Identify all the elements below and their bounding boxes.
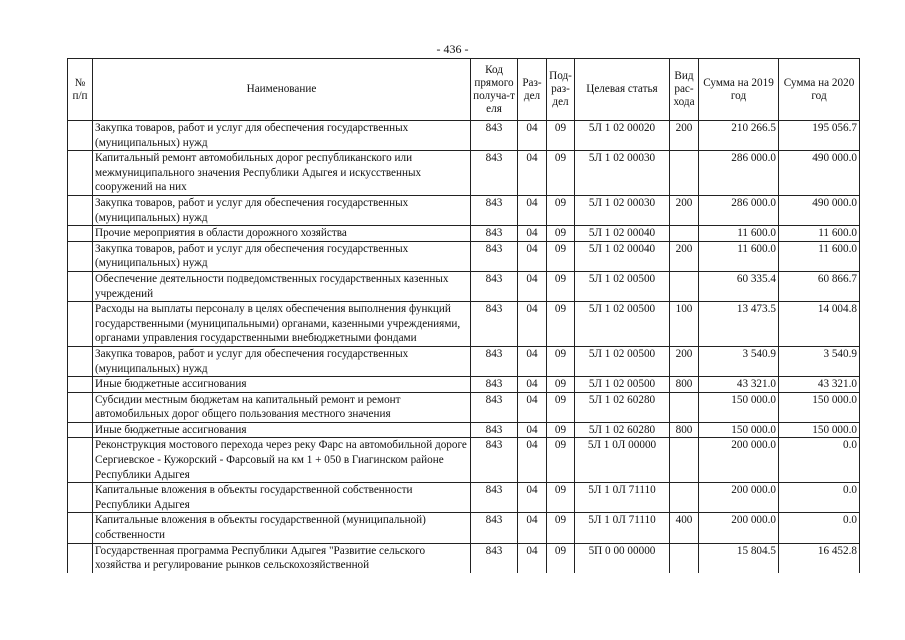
cell-no xyxy=(68,121,93,151)
cell-subsection: 09 xyxy=(547,271,575,301)
cell-no xyxy=(68,302,93,347)
cell-section: 04 xyxy=(518,422,547,438)
cell-sum-2019: 286 000.0 xyxy=(699,195,779,225)
table-row xyxy=(68,513,860,543)
cell-type xyxy=(670,543,699,573)
cell-subsection: 09 xyxy=(547,513,575,543)
cell-section: 04 xyxy=(518,346,547,376)
cell-sum-2019: 200 000.0 xyxy=(699,438,779,483)
cell-sum-2020: 0.0 xyxy=(779,438,860,483)
cell-no xyxy=(68,392,93,422)
cell-subsection: 09 xyxy=(547,422,575,438)
cell-type xyxy=(670,271,699,301)
cell-subsection: 09 xyxy=(547,483,575,513)
cell-sum-2020: 3 540.9 xyxy=(779,346,860,376)
cell-sum-2020: 11 600.0 xyxy=(779,241,860,271)
header-code: Код прямого получа-т еля xyxy=(471,59,518,121)
cell-sum-2019: 11 600.0 xyxy=(699,226,779,242)
cell-article: 5Л 1 02 00500 xyxy=(575,346,670,376)
cell-type: 200 xyxy=(670,195,699,225)
cell-article: 5Л 1 02 00020 xyxy=(575,121,670,151)
cell-section: 04 xyxy=(518,271,547,301)
cell-section: 04 xyxy=(518,151,547,196)
cell-subsection: 09 xyxy=(547,438,575,483)
cell-no xyxy=(68,422,93,438)
cell-section: 04 xyxy=(518,438,547,483)
cell-article: 5Л 1 02 00500 xyxy=(575,302,670,347)
cell-sum-2019: 15 804.5 xyxy=(699,543,779,573)
table-row xyxy=(68,346,860,376)
cell-article: 5Л 1 02 00040 xyxy=(575,226,670,242)
cell-sum-2020: 14 004.8 xyxy=(779,302,860,347)
table-row xyxy=(68,483,860,513)
cell-section: 04 xyxy=(518,543,547,573)
cell-code: 843 xyxy=(471,346,518,376)
table-row xyxy=(68,151,860,196)
cell-section: 04 xyxy=(518,121,547,151)
cell-article: 5Л 1 0Л 71110 xyxy=(575,513,670,543)
cell-name: Капитальные вложения в объекты государственной собственности Республики Адыгея xyxy=(93,483,471,513)
cell-name: Государственная программа Республики Адыгея "Развитие сельского хозяйства и регулирование рынков сельскохозяйственной xyxy=(93,543,471,573)
cell-subsection: 09 xyxy=(547,346,575,376)
header-no: № п/п xyxy=(68,59,93,121)
cell-article: 5Л 1 02 60280 xyxy=(575,392,670,422)
cell-code: 843 xyxy=(471,438,518,483)
cell-name: Капитальные вложения в объекты государственной (муниципальной) собственности xyxy=(93,513,471,543)
cell-name: Закупка товаров, работ и услуг для обеспечения государственных (муниципальных) нужд xyxy=(93,121,471,151)
table-row xyxy=(68,543,860,573)
cell-sum-2019: 3 540.9 xyxy=(699,346,779,376)
cell-sum-2019: 210 266.5 xyxy=(699,121,779,151)
header-subsection: Под-раз-дел xyxy=(547,59,575,121)
cell-no xyxy=(68,241,93,271)
table-row xyxy=(68,121,860,151)
cell-subsection: 09 xyxy=(547,151,575,196)
cell-subsection: 09 xyxy=(547,241,575,271)
cell-sum-2020: 490 000.0 xyxy=(779,151,860,196)
table-row xyxy=(68,377,860,393)
cell-code: 843 xyxy=(471,302,518,347)
header-sum-2020: Сумма на 2020 год xyxy=(779,59,860,121)
cell-no xyxy=(68,226,93,242)
cell-sum-2019: 286 000.0 xyxy=(699,151,779,196)
cell-type: 800 xyxy=(670,377,699,393)
cell-article: 5Л 1 02 00030 xyxy=(575,195,670,225)
cell-sum-2019: 13 473.5 xyxy=(699,302,779,347)
cell-no xyxy=(68,346,93,376)
cell-article: 5Л 1 02 00030 xyxy=(575,151,670,196)
cell-type: 200 xyxy=(670,241,699,271)
cell-sum-2020: 43 321.0 xyxy=(779,377,860,393)
cell-section: 04 xyxy=(518,513,547,543)
table-row xyxy=(68,422,860,438)
table-row xyxy=(68,271,860,301)
cell-sum-2020: 16 452.8 xyxy=(779,543,860,573)
header-article: Целевая статья xyxy=(575,59,670,121)
table-header-row xyxy=(68,59,860,121)
cell-sum-2019: 43 321.0 xyxy=(699,377,779,393)
cell-section: 04 xyxy=(518,302,547,347)
cell-sum-2020: 60 866.7 xyxy=(779,271,860,301)
table-row xyxy=(68,392,860,422)
cell-article: 5П 0 00 00000 xyxy=(575,543,670,573)
cell-no xyxy=(68,513,93,543)
cell-name: Закупка товаров, работ и услуг для обеспечения государственных (муниципальных) нужд xyxy=(93,195,471,225)
cell-sum-2020: 150 000.0 xyxy=(779,392,860,422)
cell-code: 843 xyxy=(471,483,518,513)
cell-subsection: 09 xyxy=(547,543,575,573)
cell-subsection: 09 xyxy=(547,302,575,347)
table-row xyxy=(68,438,860,483)
header-sum-2019: Сумма на 2019 год xyxy=(699,59,779,121)
cell-sum-2020: 11 600.0 xyxy=(779,226,860,242)
header-name: Наименование xyxy=(93,59,471,121)
cell-sum-2019: 150 000.0 xyxy=(699,422,779,438)
cell-name: Иные бюджетные ассигнования xyxy=(93,422,471,438)
header-type: Вид рас-хода xyxy=(670,59,699,121)
cell-article: 5Л 1 02 00500 xyxy=(575,271,670,301)
cell-sum-2020: 490 000.0 xyxy=(779,195,860,225)
cell-code: 843 xyxy=(471,377,518,393)
header-section: Раз-дел xyxy=(518,59,547,121)
cell-article: 5Л 1 02 00500 xyxy=(575,377,670,393)
cell-sum-2019: 11 600.0 xyxy=(699,241,779,271)
cell-type: 200 xyxy=(670,346,699,376)
cell-subsection: 09 xyxy=(547,377,575,393)
cell-no xyxy=(68,483,93,513)
cell-no xyxy=(68,543,93,573)
cell-article: 5Л 1 02 60280 xyxy=(575,422,670,438)
cell-sum-2019: 60 335.4 xyxy=(699,271,779,301)
cell-article: 5Л 1 0Л 00000 xyxy=(575,438,670,483)
cell-article: 5Л 1 0Л 71110 xyxy=(575,483,670,513)
cell-code: 843 xyxy=(471,226,518,242)
cell-section: 04 xyxy=(518,377,547,393)
cell-type: 200 xyxy=(670,121,699,151)
cell-sum-2020: 150 000.0 xyxy=(779,422,860,438)
cell-type xyxy=(670,151,699,196)
cell-name: Обеспечение деятельности подведомственных государственных казенных учреждений xyxy=(93,271,471,301)
cell-sum-2019: 200 000.0 xyxy=(699,483,779,513)
cell-subsection: 09 xyxy=(547,392,575,422)
cell-code: 843 xyxy=(471,422,518,438)
cell-subsection: 09 xyxy=(547,226,575,242)
cell-no xyxy=(68,271,93,301)
cell-code: 843 xyxy=(471,195,518,225)
page-number: - 436 - xyxy=(436,42,469,56)
cell-no xyxy=(68,377,93,393)
cell-type: 800 xyxy=(670,422,699,438)
cell-type: 400 xyxy=(670,513,699,543)
budget-table xyxy=(67,58,860,573)
cell-no xyxy=(68,438,93,483)
table-row xyxy=(68,195,860,225)
cell-name: Закупка товаров, работ и услуг для обеспечения государственных (муниципальных) нужд xyxy=(93,241,471,271)
cell-sum-2020: 0.0 xyxy=(779,513,860,543)
cell-type xyxy=(670,438,699,483)
cell-subsection: 09 xyxy=(547,195,575,225)
cell-code: 843 xyxy=(471,392,518,422)
cell-code: 843 xyxy=(471,151,518,196)
cell-section: 04 xyxy=(518,483,547,513)
cell-code: 843 xyxy=(471,543,518,573)
cell-code: 843 xyxy=(471,271,518,301)
cell-name: Прочие мероприятия в области дорожного хозяйства xyxy=(93,226,471,242)
cell-code: 843 xyxy=(471,513,518,543)
cell-no xyxy=(68,151,93,196)
cell-sum-2020: 195 056.7 xyxy=(779,121,860,151)
cell-section: 04 xyxy=(518,195,547,225)
cell-sum-2019: 150 000.0 xyxy=(699,392,779,422)
cell-sum-2019: 200 000.0 xyxy=(699,513,779,543)
cell-sum-2020: 0.0 xyxy=(779,483,860,513)
table-body xyxy=(68,121,860,573)
cell-type xyxy=(670,483,699,513)
cell-name: Капитальный ремонт автомобильных дорог республиканского или межмуниципального значения Республики Адыгея и искусственных сооружений на них xyxy=(93,151,471,196)
cell-code: 843 xyxy=(471,241,518,271)
cell-code: 843 xyxy=(471,121,518,151)
cell-name: Иные бюджетные ассигнования xyxy=(93,377,471,393)
cell-name: Реконструкция мостового перехода через реку Фарс на автомобильной дороге Сергиевское - Кужорский - Фарсовый на км 1 + 050 в Гиагинском районе Республики Адыгея xyxy=(93,438,471,483)
cell-type xyxy=(670,226,699,242)
table-row xyxy=(68,241,860,271)
cell-name: Расходы на выплаты персоналу в целях обеспечения выполнения функций государственными (муниципальными) органами, казенными учреждениями, органами управления государственными внебюджетными фондами xyxy=(93,302,471,347)
cell-name: Субсидии местным бюджетам на капитальный ремонт и ремонт автомобильных дорог общего пользования местного значения xyxy=(93,392,471,422)
cell-section: 04 xyxy=(518,241,547,271)
cell-type: 100 xyxy=(670,302,699,347)
cell-no xyxy=(68,195,93,225)
cell-section: 04 xyxy=(518,392,547,422)
cell-name: Закупка товаров, работ и услуг для обеспечения государственных (муниципальных) нужд xyxy=(93,346,471,376)
table-row xyxy=(68,302,860,347)
cell-subsection: 09 xyxy=(547,121,575,151)
cell-type xyxy=(670,392,699,422)
table-row xyxy=(68,226,860,242)
cell-section: 04 xyxy=(518,226,547,242)
cell-article: 5Л 1 02 00040 xyxy=(575,241,670,271)
